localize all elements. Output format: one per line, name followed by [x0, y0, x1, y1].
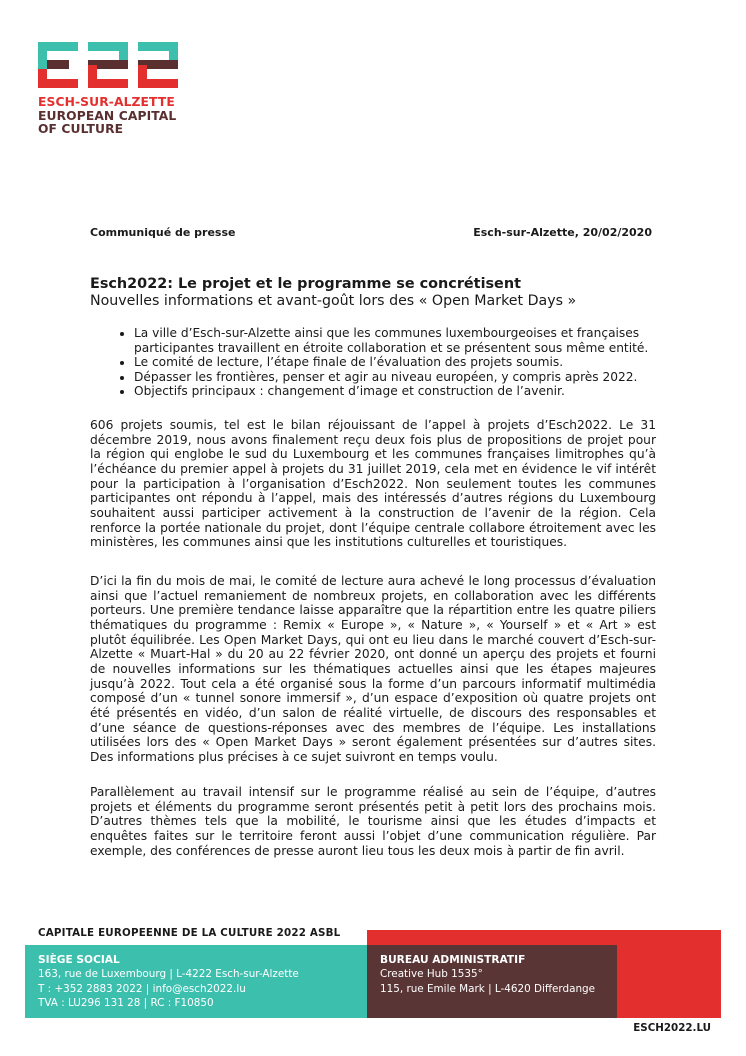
key-point: • Dépasser les frontières, penser et agir au niveau européen, y compris après 2022. [134, 370, 665, 385]
logo-text [38, 96, 183, 137]
document-title: Esch2022: Le projet et le programme se concrétisent [90, 276, 521, 292]
footer-organization: CAPITALE EUROPEENNE DE LA CULTURE 2022 ASBL [38, 927, 341, 939]
paragraph-text: D’ici la fin du mois de mai, le comité de lecture aura achevé le long processus d’évaluation ainsi que l’actuel remaniement de nombreux projets, en collaboration avec les différents porteurs. Une première tendance laisse apparaître que la répartition entre les quatre piliers thématiques du programme : Remix « Europe », « Nature », « Yourself » et « Art » est plutôt équilibrée. Les Open Market Days, qui ont eu lieu dans le marché couvert d’Esch-sur-Alzette « Muart-Hal » du 20 au 22 février 2020, ont donné un aperçu des projets et fourni de nouvelles informations sur les thématiques actuelles ainsi que les étapes majeures jusqu’à 2022. Tout cela a été organisé sous la forme d’un parcours informatif multimédia composé d’un « tunnel sonore immersif », d’un espace d’exposition où quatre projets ont été présentés en vidéo, d’un salon de réalité virtuelle, de discours des responsables et d’une séance de questions-réponses avec des membres de l’équipe. Les installations utilisées lors des « Open Market Days » seront également présentées sur d’autres sites. Des informations plus précises à ce sujet suivront en temps voulu. [90, 574, 656, 764]
key-points-list [90, 326, 665, 399]
footer-siege-social [25, 945, 367, 1018]
paragraph-text: 606 projets soumis, tel est le bilan réjouissant de l’appel à projets d’Esch2022. Le 31 décembre 2019, nous avons finalement reçu deux fois plus de propositions de projet pour la région qui englobe le sud du Luxembourg et les communes françaises limitrophes qu’à l’échéance du premier appel à projets du 31 juillet 2019, cela met en évidence le vif intérêt pour la participation à l’organisation d’Esch2022. Non seulement toutes les communes participantes ont répondu à l’appel, mais des intéressés d’autres régions du Luxembourg souhaitent aussi participer activement à la construction de l’avenir de la région. Cela renforce la portée nationale du projet, dont l’équipe centrale collabore étroitement avec les ministères, les communes ainsi que les institutions culturelles et touristiques. [90, 418, 656, 550]
body-paragraph-1 [90, 418, 656, 550]
body-paragraph-2 [90, 574, 656, 765]
e22-logo-mark [38, 42, 178, 88]
key-point: • La ville d’Esch-sur-Alzette ainsi que les communes luxembourgeoises et françaises participantes travaillent en étroite collaboration et se présentent sous même entité. [134, 326, 665, 355]
key-point: • Le comité de lecture, l’étape finale de l’évaluation des projets soumis. [134, 355, 665, 370]
paragraph-text: Parallèlement au travail intensif sur le programme réalisé au sein de l’équipe, d’autres projets et éléments du programme seront présentés petit à petit lors des prochains mois. D’autres thèmes tels que la mobilité, le tourisme ainsi que les études d’impacts et enquêtes faites sur le territoire feront aussi l’objet d’une communication régulière. Par exemple, des conférences de presse auront lieu tous les deux mois à partir de fin avril. [90, 785, 656, 858]
body-paragraph-3 [90, 785, 656, 858]
document-place-date: Esch-sur-Alzette, 20/02/2020 [473, 226, 652, 239]
document-type: Communiqué de presse [90, 226, 236, 239]
siege-address: 163, rue de Luxembourg | L-4222 Esch-sur-Alzette [38, 968, 299, 981]
siege-heading: SIÈGE SOCIAL [38, 954, 120, 966]
siege-contact: T : +352 2883 2022 | info@esch2022.lu [38, 982, 246, 995]
footer-bureau-administratif [367, 945, 617, 1018]
logo-line-3: OF CULTURE [38, 122, 124, 137]
bureau-heading: BUREAU ADMINISTRATIF [380, 954, 526, 966]
logo [38, 42, 183, 137]
logo-line-2: EUROPEAN CAPITAL [38, 108, 177, 123]
document-subtitle: Nouvelles informations et avant-goût lors des « Open Market Days » [90, 293, 577, 309]
bureau-building: Creative Hub 1535° [380, 968, 483, 981]
logo-line-1: ESCH-SUR-ALZETTE [38, 95, 175, 109]
key-point: • Objectifs principaux : changement d’image et construction de l’avenir. [134, 384, 665, 399]
siege-registration: TVA : LU296 131 28 | RC : F10850 [38, 997, 214, 1010]
bureau-address: 115, rue Emile Mark | L-4620 Differdange [380, 982, 596, 995]
document-meta [90, 226, 652, 239]
footer-website: ESCH2022.LU [633, 1022, 711, 1034]
